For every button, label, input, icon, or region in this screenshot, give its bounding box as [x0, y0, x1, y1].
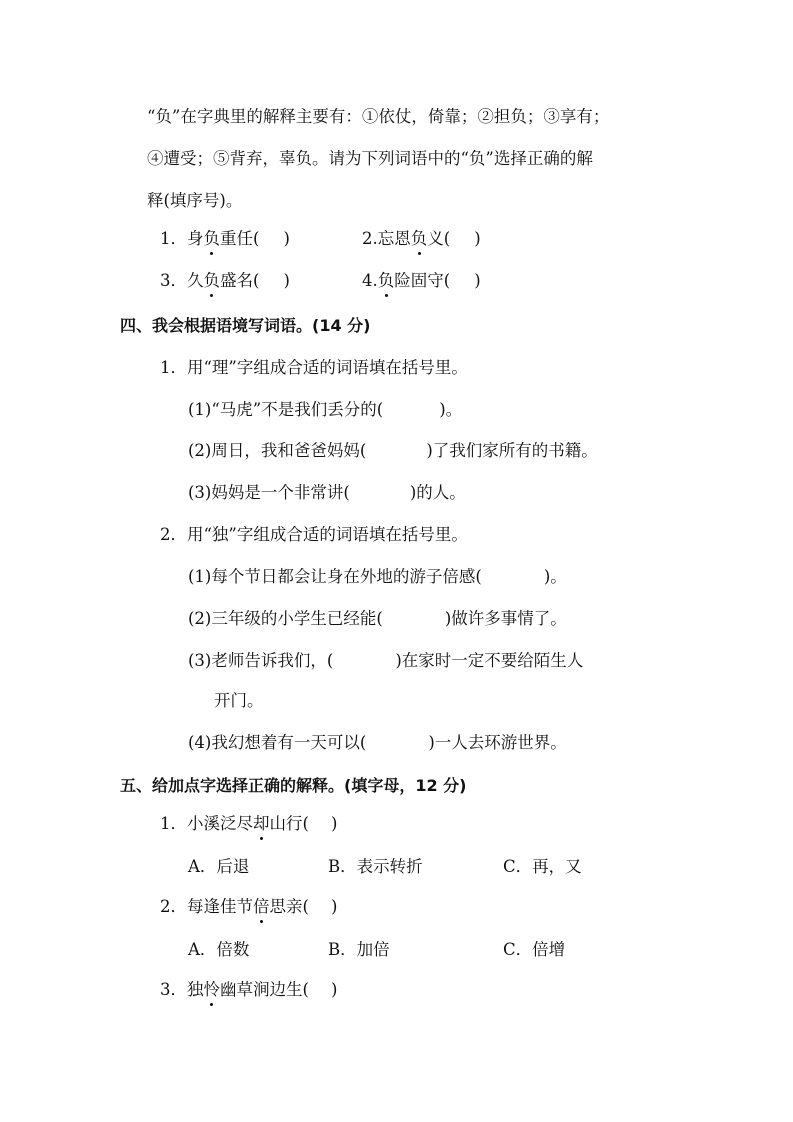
- item-number: 1．: [160, 229, 187, 248]
- item-text: 山行(: [269, 814, 309, 833]
- q2-item-3: [188, 650, 583, 672]
- dotted-char: 负: [203, 271, 220, 290]
- item-text: 小溪泛尽: [187, 814, 253, 833]
- fu-item-1: [160, 228, 290, 250]
- q2-item-4: [188, 732, 567, 754]
- item-close: ): [283, 271, 290, 290]
- poem-question-1: [160, 813, 337, 835]
- item-text: 每逢佳节: [187, 897, 253, 916]
- sentence-end: )的人。: [409, 483, 466, 502]
- intro-line-2: ④遭受；⑤背弃，辜负。请为下列词语中的“负”选择正确的解: [147, 149, 593, 168]
- item-text: 久: [187, 271, 204, 290]
- fu-item-2: [362, 228, 481, 250]
- item-text: 义(: [427, 229, 451, 248]
- sentence-start: (3)老师告诉我们，(: [188, 651, 334, 670]
- item-close: ): [330, 980, 338, 999]
- sentence-start: (2)周日，我和爸爸妈妈(: [188, 441, 367, 460]
- item-close: ): [330, 897, 338, 916]
- q1-item-1: [188, 399, 462, 421]
- sentence-end: )。: [439, 400, 463, 419]
- dotted-char: 倍: [253, 897, 270, 916]
- section-4-heading: 四、我会根据语境写词语。(14 分): [120, 316, 371, 335]
- sentence-start: (4)我幻想着有一天可以(: [188, 733, 367, 752]
- section-5-heading: 五、给加点字选择正确的解释。(填字母，12 分): [120, 776, 467, 795]
- dotted-char: 负: [410, 229, 428, 248]
- q2-item-3-continuation: 开门。: [214, 691, 264, 710]
- q2-item-2: [188, 608, 567, 630]
- item-number: 1．: [160, 814, 187, 833]
- q2-prompt: 2．用“独”字组成合适的词语填在括号里。: [160, 525, 468, 544]
- q1-prompt: 1．用“理”字组成合适的词语填在括号里。: [160, 358, 468, 377]
- q1-option-b: B．表示转折: [328, 857, 423, 876]
- intro-line-1: “负”在字典里的解释主要有：①依仗，倚靠；②担负；③享有；: [147, 107, 610, 126]
- item-close: ): [283, 229, 290, 248]
- item-close: ): [474, 229, 481, 248]
- q1-option-c: C．再，又: [503, 857, 582, 876]
- item-close: ): [330, 814, 338, 833]
- sentence-start: (1)“马虎”不是我们丢分的(: [188, 400, 384, 419]
- sentence-end: )一人去环游世界。: [428, 733, 567, 752]
- sentence-start: (1)每个节日都会让身在外地的游子倍感(: [188, 567, 482, 586]
- sentence-end: )。: [543, 567, 567, 586]
- dotted-char: 怜: [203, 980, 220, 999]
- intro-line-3: 释(填序号)。: [147, 191, 243, 210]
- fu-item-4: [362, 270, 481, 292]
- sentence-start: (3)妈妈是一个非常讲(: [188, 483, 350, 502]
- item-text: 独: [187, 980, 204, 999]
- poem-question-3: [160, 979, 337, 1001]
- sentence-end: )了我们家所有的书籍。: [426, 441, 598, 460]
- poem-question-2: [160, 896, 337, 918]
- item-number: 3．: [160, 271, 187, 290]
- sentence-start: (2)三年级的小学生已经能(: [188, 609, 383, 628]
- q1-item-2: [188, 440, 598, 462]
- item-number: 2．: [160, 897, 187, 916]
- item-text: 险固守(: [394, 271, 451, 290]
- item-text: 身: [187, 229, 204, 248]
- item-number: 3．: [160, 980, 187, 999]
- q2-option-a: A．倍数: [188, 940, 250, 959]
- item-close: ): [474, 271, 481, 290]
- q2-option-c: C．倍增: [503, 940, 566, 959]
- item-number: 2.: [362, 229, 378, 248]
- item-text: 重任(: [220, 229, 260, 248]
- q1-option-a: A．后退: [188, 857, 250, 876]
- item-text: 思亲(: [269, 897, 309, 916]
- item-text: 忘恩: [377, 229, 411, 248]
- dotted-char: 负: [377, 271, 395, 290]
- item-text: 盛名(: [220, 271, 260, 290]
- item-text: 幽草涧边生(: [220, 980, 309, 999]
- sentence-end: )做许多事情了。: [444, 609, 567, 628]
- dotted-char: 负: [203, 229, 220, 248]
- q2-option-b: B．加倍: [328, 940, 390, 959]
- sentence-end: )在家时一定不要给陌生人: [395, 651, 584, 670]
- dotted-char: 却: [253, 814, 270, 833]
- q1-item-3: [188, 482, 466, 504]
- q2-item-1: [188, 566, 567, 588]
- fu-item-3: [160, 270, 290, 292]
- item-number: 4.: [362, 271, 378, 290]
